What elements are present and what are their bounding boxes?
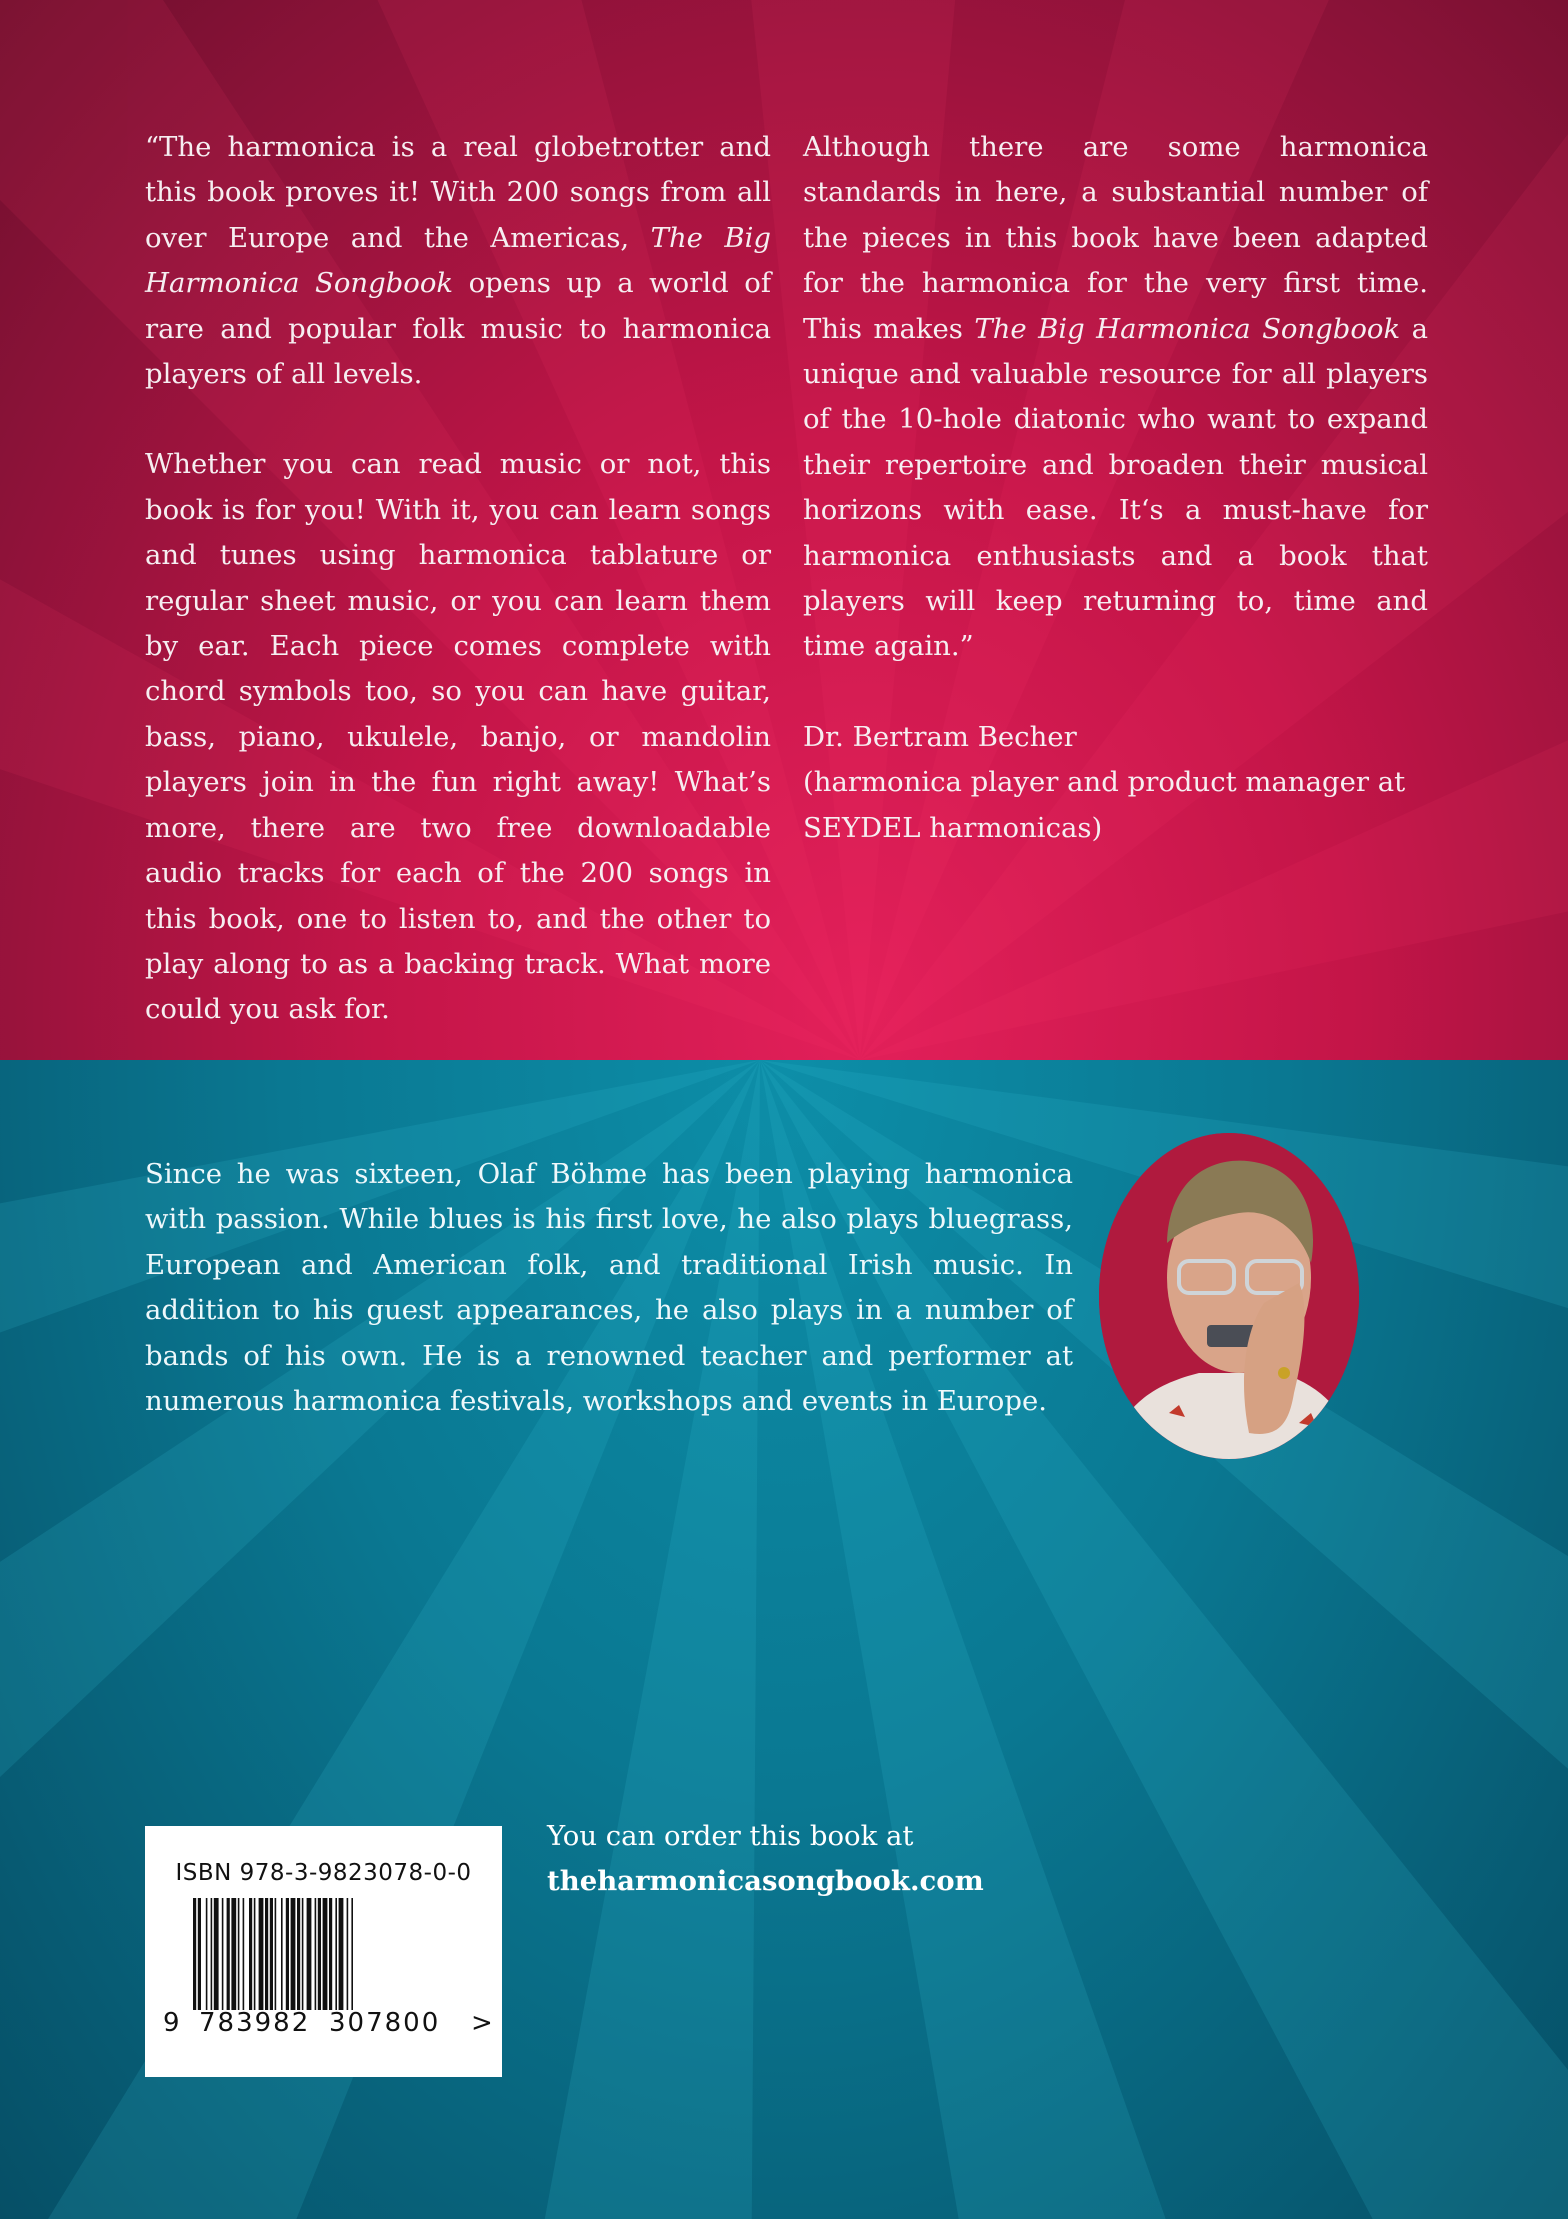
author-portrait — [1099, 1133, 1359, 1459]
barcode-bar — [254, 1898, 256, 2010]
barcode-bar — [351, 1898, 353, 2010]
barcode-digit-lead: 9 — [163, 2008, 180, 2038]
reviewer-name: Dr. Bertram Becher — [803, 720, 1077, 753]
barcode-bar — [315, 1898, 317, 2010]
review-paragraph-3: Although there are some harmonica standards in here, a substantial number of the pieces in this book have been adapted for the harmonica for the very first time. This makes The Big Harmonica Songbook a unique and valuable resource for all players of the 10-hole diatonic who want to expand their repertoire and broaden their musical horizons with ease. It‘s a must-have for harmonica enthusiasts and a book that players will keep returning to, time and time again.” — [803, 131, 1428, 663]
barcode-digit-tail: > — [471, 2008, 493, 2038]
barcode-bar — [227, 1898, 230, 2010]
review-left-column — [145, 125, 771, 1060]
barcode-bar — [214, 1898, 219, 2010]
barcode-bar — [206, 1898, 208, 2010]
barcode-bar — [222, 1898, 224, 2010]
barcode-digit-group-1: 783982 — [199, 2008, 311, 2038]
barcode-bar — [302, 1898, 304, 2010]
barcode-bar — [323, 1898, 328, 2010]
barcode-bar — [238, 1898, 240, 2010]
barcode-bar — [211, 1898, 213, 2010]
barcode-bar — [297, 1898, 300, 2010]
barcode-bar — [335, 1898, 337, 2010]
isbn-label: ISBN 978-3-9823078-0-0 — [175, 1860, 472, 1886]
book-title-italic: The Big Harmonica Songbook — [145, 221, 771, 300]
barcode-bar — [249, 1898, 252, 2010]
review-paragraph-1: “The harmonica is a real globetrotter and this book proves it! With 200 songs from all over Europe and the Americas, The Big Harmonica Songbook opens up a world of rare and popular folk music to harmonica players of all levels. — [145, 131, 771, 391]
order-line: You can order this book at — [547, 1820, 914, 1852]
barcode-bar — [231, 1898, 236, 2010]
barcode-bars — [193, 1898, 455, 2010]
author-bio: Since he was sixteen, Olaf Böhme has been playing harmonica with passion. While blues is his first love, he also plays bluegrass, European and American folk, and traditional Irish music. In addition to his guest appearances, he also plays in a number of bands of his own. He is a renowned teacher and performer at numerous harmonica festivals, workshops and events in Europe. — [145, 1158, 1073, 1418]
barcode-bar — [347, 1898, 349, 2010]
barcode-bar — [329, 1898, 332, 2010]
barcode-bar — [286, 1898, 289, 2010]
review-right-column — [803, 125, 1428, 851]
book-title-italic: The Big Harmonica Songbook — [974, 312, 1401, 345]
reviewer-role: (harmonica player and product manager at — [803, 766, 1406, 799]
order-url[interactable]: theharmonicasongbook.com — [547, 1865, 984, 1898]
barcode-bar — [265, 1898, 268, 2010]
barcode-digit-group-2: 307800 — [329, 2008, 441, 2038]
review-paragraph-2: Whether you can read music or not, this book is for you! With it, you can learn songs and tunes using harmonica tablature or regular sheet music, or you can learn them by ear. Each piece comes complete with chord symbols too, so you can have guitar, bass, piano, ukulele, banjo, or mandolin players join in the fun right away! What’s more, there are two free downloadable audio tracks for each of the 200 songs in this book, one to listen to, and the other to play along to as a backing track. What more could you ask for. — [145, 448, 771, 1026]
author-photo-illustration — [1099, 1133, 1359, 1459]
barcode-bar — [307, 1898, 312, 2010]
barcode-bar — [281, 1898, 283, 2010]
reviewer-company: SEYDEL harmonicas) — [803, 811, 1103, 844]
barcode-bar — [259, 1898, 264, 2010]
barcode-bar — [193, 1898, 196, 2010]
barcode-bar — [243, 1898, 245, 2010]
barcode-bar — [318, 1898, 321, 2010]
isbn-barcode — [145, 1826, 502, 2077]
barcode-bar — [339, 1898, 344, 2010]
barcode-bar — [291, 1898, 296, 2010]
barcode-bar — [198, 1898, 201, 2010]
barcode-bar — [270, 1898, 273, 2010]
order-info — [547, 1814, 984, 1905]
barcode-bar — [275, 1898, 277, 2010]
reviewer-signature — [803, 715, 1428, 851]
top-panel — [0, 0, 1568, 1060]
